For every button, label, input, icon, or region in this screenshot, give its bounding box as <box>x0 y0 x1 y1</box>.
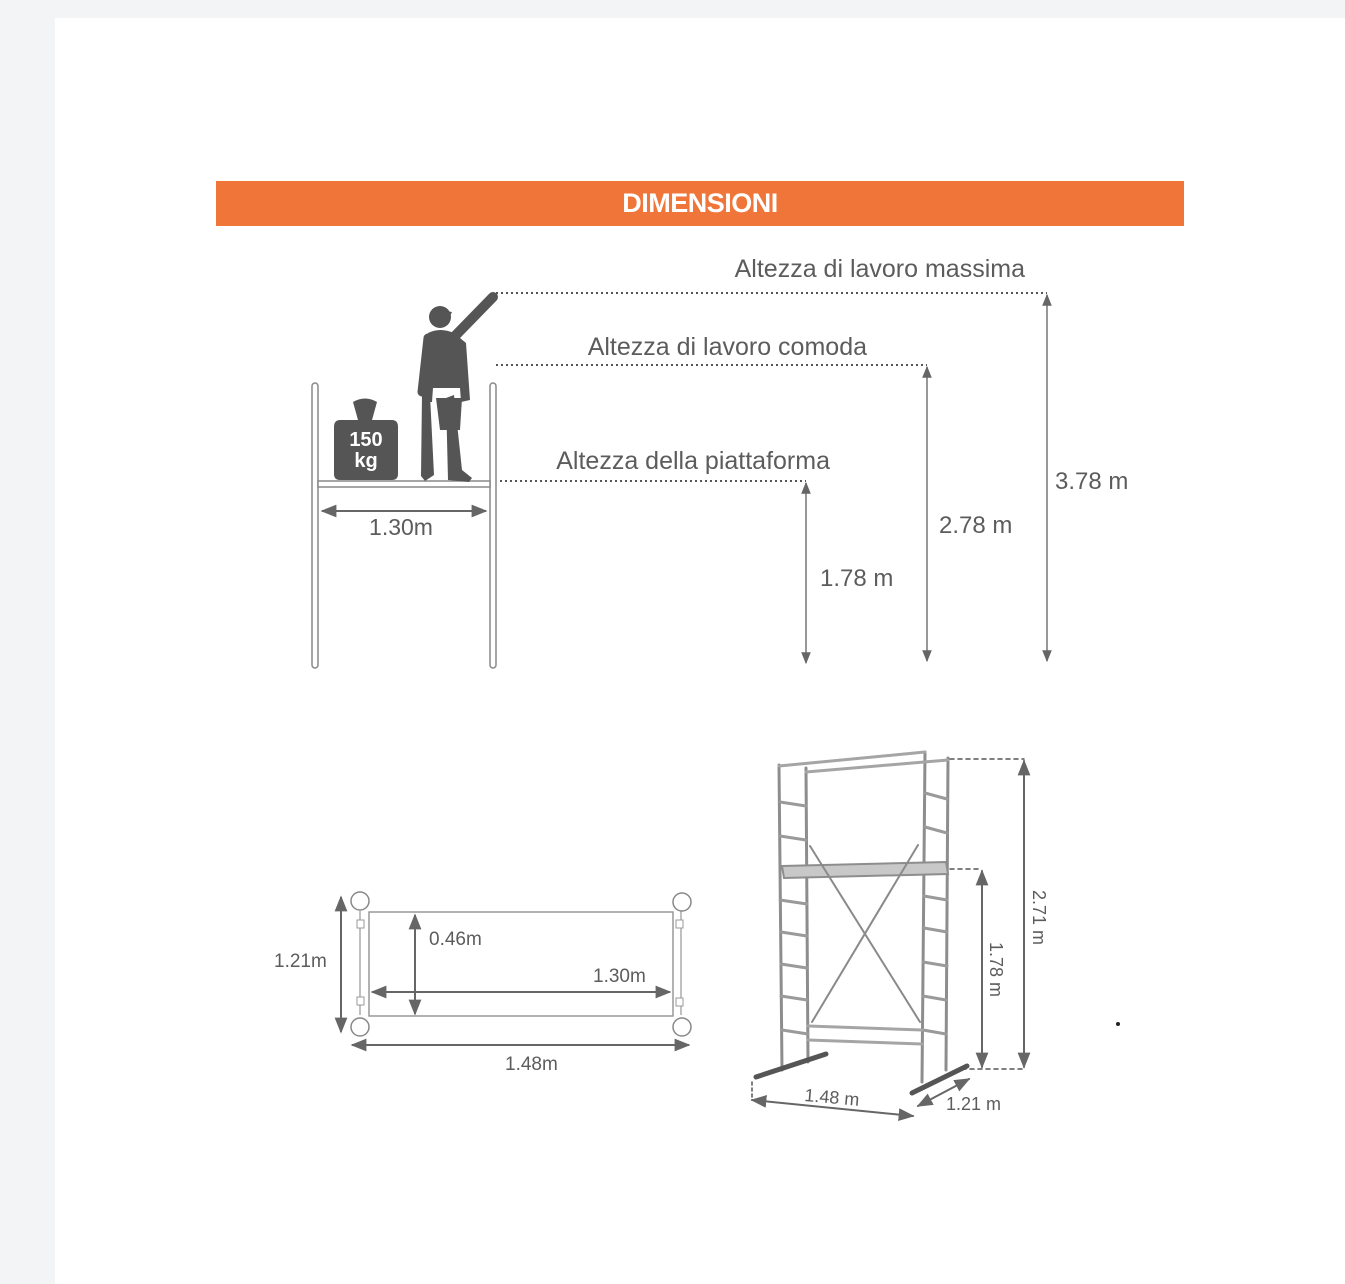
height-guides <box>496 255 1128 663</box>
length-label-3d: 1.48 m <box>803 1085 861 1110</box>
comfort-height-value: 2.78 m <box>939 512 1013 539</box>
platform-length-label: 1.30m <box>593 966 646 987</box>
inner-depth-label: 0.46m <box>429 929 482 950</box>
wheel-icon <box>673 1018 691 1036</box>
left-upright <box>312 383 318 668</box>
perspective-view <box>752 752 1049 1116</box>
top-view <box>274 892 691 1075</box>
max-height-value: 3.78 m <box>1055 468 1129 495</box>
platform-width-label: 1.30m <box>369 514 433 540</box>
stray-dot <box>1116 1022 1120 1026</box>
wheel-icon <box>351 892 369 910</box>
max-height-label: Altezza di lavoro massima <box>734 255 1025 283</box>
wheel-icon <box>351 1018 369 1036</box>
right-upright <box>490 383 496 668</box>
platform-height-label-3d: 1.78 m <box>986 942 1006 998</box>
weight-number: 150 <box>349 429 383 451</box>
platform-height-label: Altezza della piattaforma <box>556 447 830 475</box>
platform <box>318 481 490 487</box>
platform-height-value: 1.78 m <box>820 565 894 592</box>
width-label-3d: 1.21 m <box>946 1094 1002 1114</box>
banner-title: DIMENSIONI <box>622 188 778 218</box>
wheel-icon <box>673 893 691 911</box>
depth-label: 1.21m <box>274 951 327 972</box>
weight-icon <box>334 399 398 481</box>
side-view <box>312 297 496 668</box>
total-length-label: 1.48m <box>505 1054 558 1075</box>
person-icon <box>421 297 493 482</box>
comfort-height-label: Altezza di lavoro comoda <box>587 333 867 361</box>
weight-unit: kg <box>354 450 378 472</box>
total-height-label: 2.71 m <box>1029 890 1049 946</box>
